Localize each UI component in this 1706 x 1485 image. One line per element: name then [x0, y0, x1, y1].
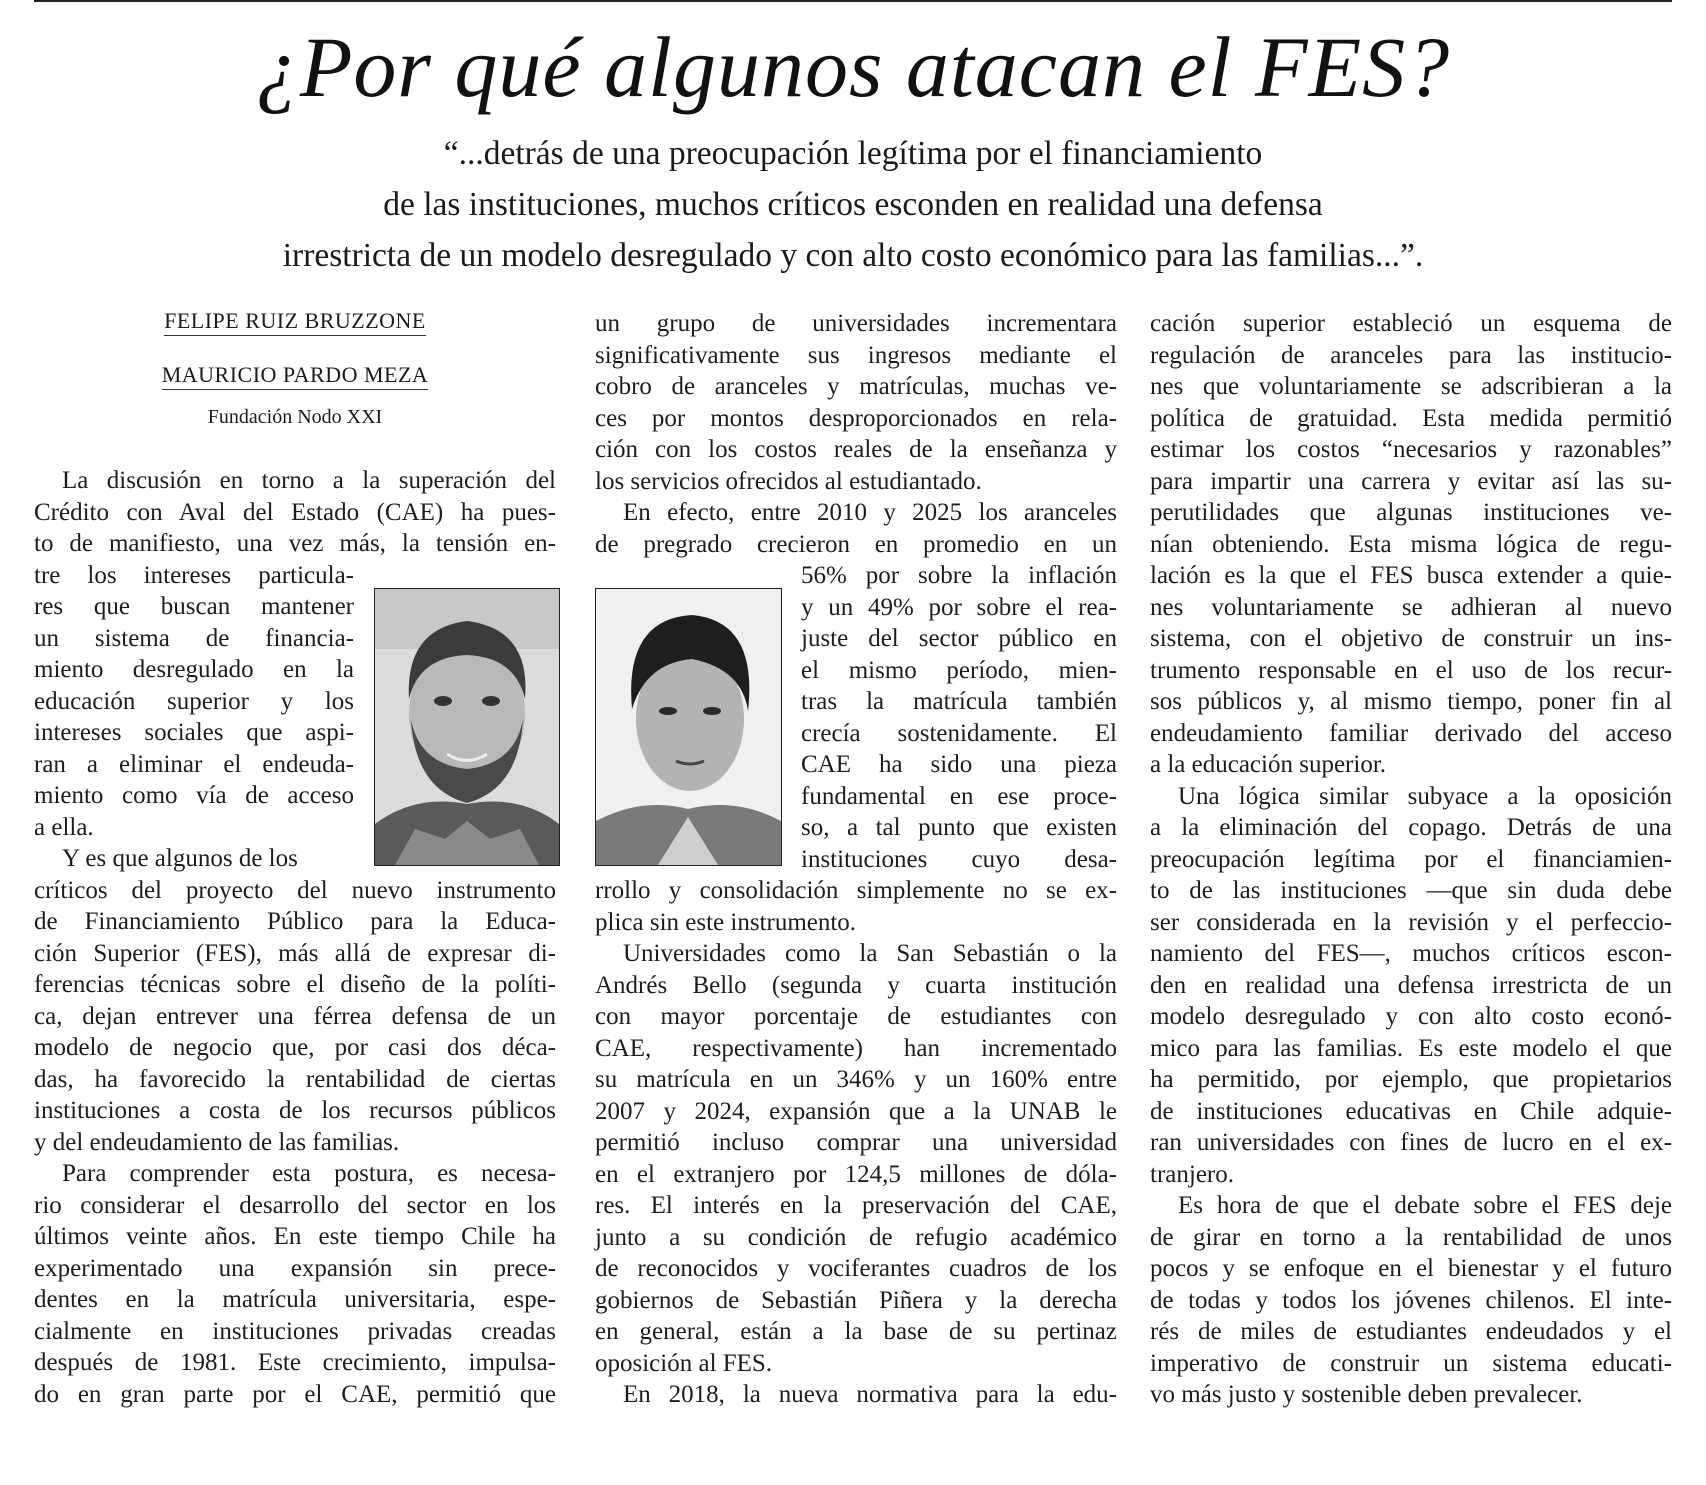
text-line: oposición al FES. [595, 1349, 773, 1377]
text-line: La discusión en torno a la superación del [62, 467, 556, 494]
headline: ¿Por qué algunos atacan el FES? [255, 19, 1451, 115]
text-line: los servicios ofrecidos al estudiantado. [595, 467, 982, 495]
text-line: trumento responsable en el uso de los recur- [1150, 656, 1672, 684]
text-line: endeudamiento familiar derivado del acceso [1150, 719, 1672, 747]
text-line: CAE, respectivamente) han incrementado [595, 1034, 1117, 1062]
text-line: de Financiamiento Público para la Educa- [34, 908, 556, 935]
text-line: últimos veinte años. En este tiempo Chile ha [34, 1223, 556, 1250]
text-line: tranjero. [1150, 1160, 1234, 1188]
text-line: modelo de negocio que, por casi dos déca- [34, 1034, 556, 1061]
text-line: a la eliminación del copago. Detrás de una [1150, 814, 1672, 841]
text-line: ca, dejan entrever una férrea defensa de un [34, 1002, 556, 1030]
text-line: intereses sociales que aspi- [34, 719, 354, 746]
text-line: CAE ha sido una pieza [801, 751, 1117, 778]
text-line: de reconocidos y vociferantes cuadros de los [595, 1255, 1117, 1282]
text-line: y un 49% por sobre el rea- [801, 593, 1117, 621]
column-3 [1150, 308, 1672, 1411]
text-line: mico para las familias. Es este modelo el que [1150, 1034, 1672, 1062]
text-line: nían obteniendo. Esta misma lógica de regu- [1150, 530, 1672, 558]
text-line: regulación de aranceles para las institucio- [1150, 341, 1672, 369]
text-line: to de las instituciones —que sin duda debe [1150, 877, 1672, 904]
author-1 [130, 308, 460, 334]
text-line: modelo desregulado y con alto costo econó- [1150, 1003, 1672, 1030]
text-line: perutilidades que algunas instituciones ve- [1150, 499, 1672, 526]
organization: Fundación Nodo XXI [207, 406, 383, 428]
text-line: namiento del FES—, muchos críticos escon- [1150, 940, 1672, 967]
text-line: Una lógica similar subyace a la oposición [1178, 782, 1672, 810]
lead-line: “...detrás de una preocupación legítima por el financiamiento [443, 135, 1263, 172]
text-line: Es hora de que el debate sobre el FES deje [1178, 1192, 1672, 1219]
text-line: ha permitido, por ejemplo, que propietarios [1150, 1066, 1672, 1093]
lead-line: de las instituciones, muchos críticos esconden en realidad una defensa [383, 186, 1323, 223]
text-line: lación es la que el FES busca extender a quie- [1150, 562, 1672, 589]
text-line: instituciones cuyo desa- [801, 845, 1117, 873]
text-line: ferencias técnicas sobre el diseño de la políti- [34, 971, 556, 998]
author-2-name: MAURICIO PARDO MEZA [162, 362, 429, 390]
text-line: con mayor porcentaje de estudiantes con [595, 1003, 1117, 1030]
text-line: res que buscan mantener [34, 593, 354, 620]
text-line: sistema, con el objetivo de construir un ins- [1150, 625, 1672, 652]
text-line: 2007 y 2024, expansión que a la UNAB le [595, 1097, 1117, 1125]
text-line: miento como vía de acceso [34, 782, 354, 809]
text-line: críticos del proyecto del nuevo instrumento [34, 876, 556, 904]
text-line: miento desregulado en la [34, 656, 354, 683]
text-line: preocupación legítima por el financiamien- [1150, 845, 1672, 873]
text-line: nes que voluntariamente se adscribieran a la [1150, 373, 1672, 400]
text-line: ran a eliminar el endeuda- [34, 750, 354, 778]
text-line: pocos y se enfoque en el bienestar y el futuro [1150, 1255, 1672, 1282]
text-line: de pregrado crecieron en promedio en un [595, 530, 1117, 558]
text-line: das, ha favorecido la rentabilidad de ciertas [34, 1065, 556, 1093]
text-line: experimentado una expansión sin prece- [34, 1254, 556, 1282]
text-line: rrollo y consolidación simplemente no se ex- [595, 877, 1117, 904]
text-line: Crédito con Aval del Estado (CAE) ha pues- [34, 498, 556, 526]
text-line: dentes en la matrícula universitaria, espe- [34, 1286, 556, 1313]
text-line: gobiernos de Sebastián Piñera y la derecha [595, 1286, 1117, 1314]
text-line: Universidades como la San Sebastián o la [623, 940, 1117, 967]
text-line: den en realidad una defensa irrestricta de un [1150, 971, 1672, 999]
text-line: el mismo período, mien- [801, 656, 1117, 684]
text-line: significativamente sus ingresos mediante el [595, 341, 1117, 369]
text-line: rés de miles de estudiantes endeudados y el [1150, 1318, 1672, 1345]
text-line: su matrícula en un 346% y un 160% entre [595, 1066, 1117, 1093]
text-line: en general, están a la base de su pertinaz [595, 1318, 1117, 1345]
lead-quote [120, 128, 1586, 281]
text-line: cobro de aranceles y matrículas, muchas ve- [595, 373, 1117, 400]
text-line: de girar en torno a la rentabilidad de unos [1150, 1223, 1672, 1251]
lead-line: irrestricta de un modelo desregulado y con alto costo económico para las familias...”. [282, 237, 1424, 274]
text-line: 56% por sobre la inflación [801, 562, 1117, 589]
text-line: rio considerar el desarrollo del sector en los [34, 1191, 556, 1219]
top-rule [34, 0, 1672, 2]
text-line: imperativo de construir un sistema educati- [1150, 1349, 1672, 1377]
column-1 [34, 465, 556, 1410]
text-line: juste del sector público en [801, 625, 1117, 652]
text-line: ción con los costos reales de la enseñanza y [595, 436, 1117, 463]
text-line: para impartir una carrera y evitar así las su- [1150, 467, 1672, 495]
text-line: de instituciones educativas en Chile adquie- [1150, 1097, 1672, 1125]
text-line: crecía sostenidamente. El [801, 719, 1117, 747]
text-line: ces por montos desproporcionados en rela- [595, 404, 1117, 432]
text-line: cación superior estableció un esquema de [1150, 310, 1672, 337]
text-line: vo más justo y sostenible deben prevalecer. [1150, 1381, 1583, 1408]
column-2 [595, 308, 1117, 1411]
text-line: res. El interés en la preservación del CAE, [595, 1192, 1117, 1219]
text-line: un grupo de universidades incrementara [595, 310, 1117, 337]
text-line: permitió incluso comprar una universidad [595, 1129, 1117, 1156]
text-line: sos públicos y, al mismo tiempo, poner fin al [1150, 688, 1672, 715]
text-line: En efecto, entre 2010 y 2025 los aranceles [623, 499, 1117, 526]
text-line: cialmente en instituciones privadas creadas [34, 1317, 556, 1345]
text-line: y del endeudamiento de las familias. [34, 1128, 400, 1156]
text-line: to de manifiesto, una vez más, la tensión en- [34, 530, 556, 557]
text-line: ser considerada en la revisión y el perfeccio- [1150, 908, 1672, 936]
text-line: fundamental en ese proce- [801, 782, 1117, 810]
author-2 [130, 362, 460, 388]
text-line: después de 1981. Este crecimiento, impulsa- [34, 1349, 556, 1376]
text-line: Andrés Bello (segunda y cuarta institución [595, 971, 1117, 999]
author-1-name: FELIPE RUIZ BRUZZONE [164, 308, 426, 336]
text-line: estimar los costos “necesarios y razonables” [1150, 436, 1672, 463]
text-line: un sistema de financia- [34, 624, 354, 652]
text-line: Para comprender esta postura, es necesa- [62, 1160, 556, 1187]
text-line: tras la matrícula también [801, 688, 1117, 715]
text-line: nes voluntariamente se adhieran al nuevo [1150, 593, 1672, 621]
text-line: junto a su condición de refugio académico [595, 1223, 1117, 1251]
text-line: so, a tal punto que existen [801, 814, 1117, 841]
text-line: ción Superior (FES), más allá de expresar di- [34, 939, 556, 967]
text-line: Y es que algunos de los [62, 845, 298, 872]
text-line: a ella. [34, 813, 94, 841]
text-line: a la educación superior. [1150, 751, 1387, 778]
text-line: do en gran parte por el CAE, permitió que [34, 1380, 556, 1408]
text-line: política de gratuidad. Esta medida permitió [1150, 404, 1672, 432]
text-line: ran universidades con fines de lucro en el ex- [1150, 1129, 1672, 1156]
text-line: en el extranjero por 124,5 millones de dóla- [595, 1160, 1117, 1188]
text-line: tre los intereses particula- [34, 561, 354, 589]
text-line: educación superior y los [34, 687, 354, 715]
text-line: instituciones a costa de los recursos públicos [34, 1097, 556, 1124]
text-line: plica sin este instrumento. [595, 908, 857, 936]
text-line: de todas y todos los jóvenes chilenos. El inte- [1150, 1286, 1672, 1314]
text-line: En 2018, la nueva normativa para la edu- [623, 1381, 1117, 1408]
